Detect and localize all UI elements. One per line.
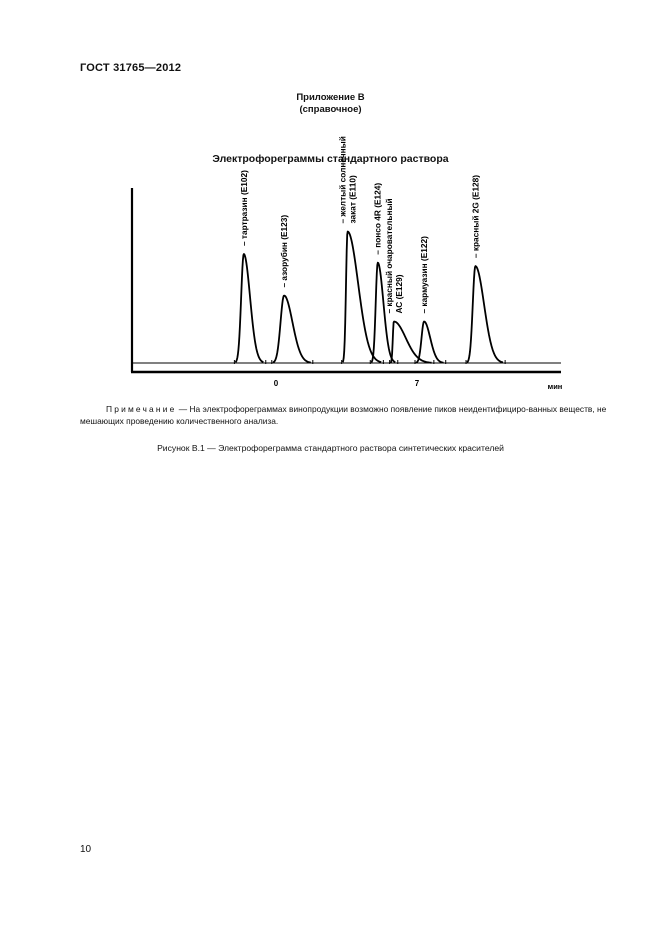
x-axis-unit: мин bbox=[547, 382, 563, 391]
peak-label: – понсо 4R (Е124) bbox=[372, 182, 383, 255]
peak-label: – красный 2G (Е128) bbox=[470, 174, 481, 259]
appendix-subtitle: (справочное) bbox=[299, 104, 362, 115]
peak bbox=[391, 322, 432, 363]
peak-label: – кармуазин (Е122) bbox=[419, 236, 429, 314]
figure-caption: Рисунок В.1 — Электрофореграмма стандартного раствора синтетических красителей bbox=[157, 443, 504, 453]
standard-number: ГОСТ 31765—2012 bbox=[80, 62, 182, 74]
note-lead: Примечание bbox=[106, 404, 177, 414]
peak bbox=[235, 254, 263, 362]
peak bbox=[416, 322, 444, 363]
peak-label: АС (Е129) bbox=[393, 274, 404, 314]
appendix-title: Приложение В bbox=[296, 92, 365, 103]
tick-label: 7 bbox=[414, 379, 420, 388]
note bbox=[80, 404, 620, 427]
tick-label: 0 bbox=[273, 379, 279, 388]
peak bbox=[467, 266, 503, 362]
peak-label: – красный очаровательный bbox=[383, 198, 394, 314]
figure-title: Электрофореграммы стандартного раствора bbox=[212, 153, 449, 165]
peak-label: – тартразин (Е102) bbox=[238, 170, 249, 246]
electropherogram-chart bbox=[0, 0, 661, 400]
note-text: — На электрофореграммах винопродукции возможно появление пиков неидентифициро-ванных веществ, не мешающих проведению количественного анализа. bbox=[80, 404, 607, 426]
peak-label: – азорубин (Е123) bbox=[279, 214, 290, 288]
peak-label: – желтый солнечный bbox=[337, 136, 348, 224]
peak bbox=[273, 296, 311, 363]
page-number: 10 bbox=[80, 844, 92, 855]
peak-label: закат (Е110) bbox=[347, 175, 358, 224]
